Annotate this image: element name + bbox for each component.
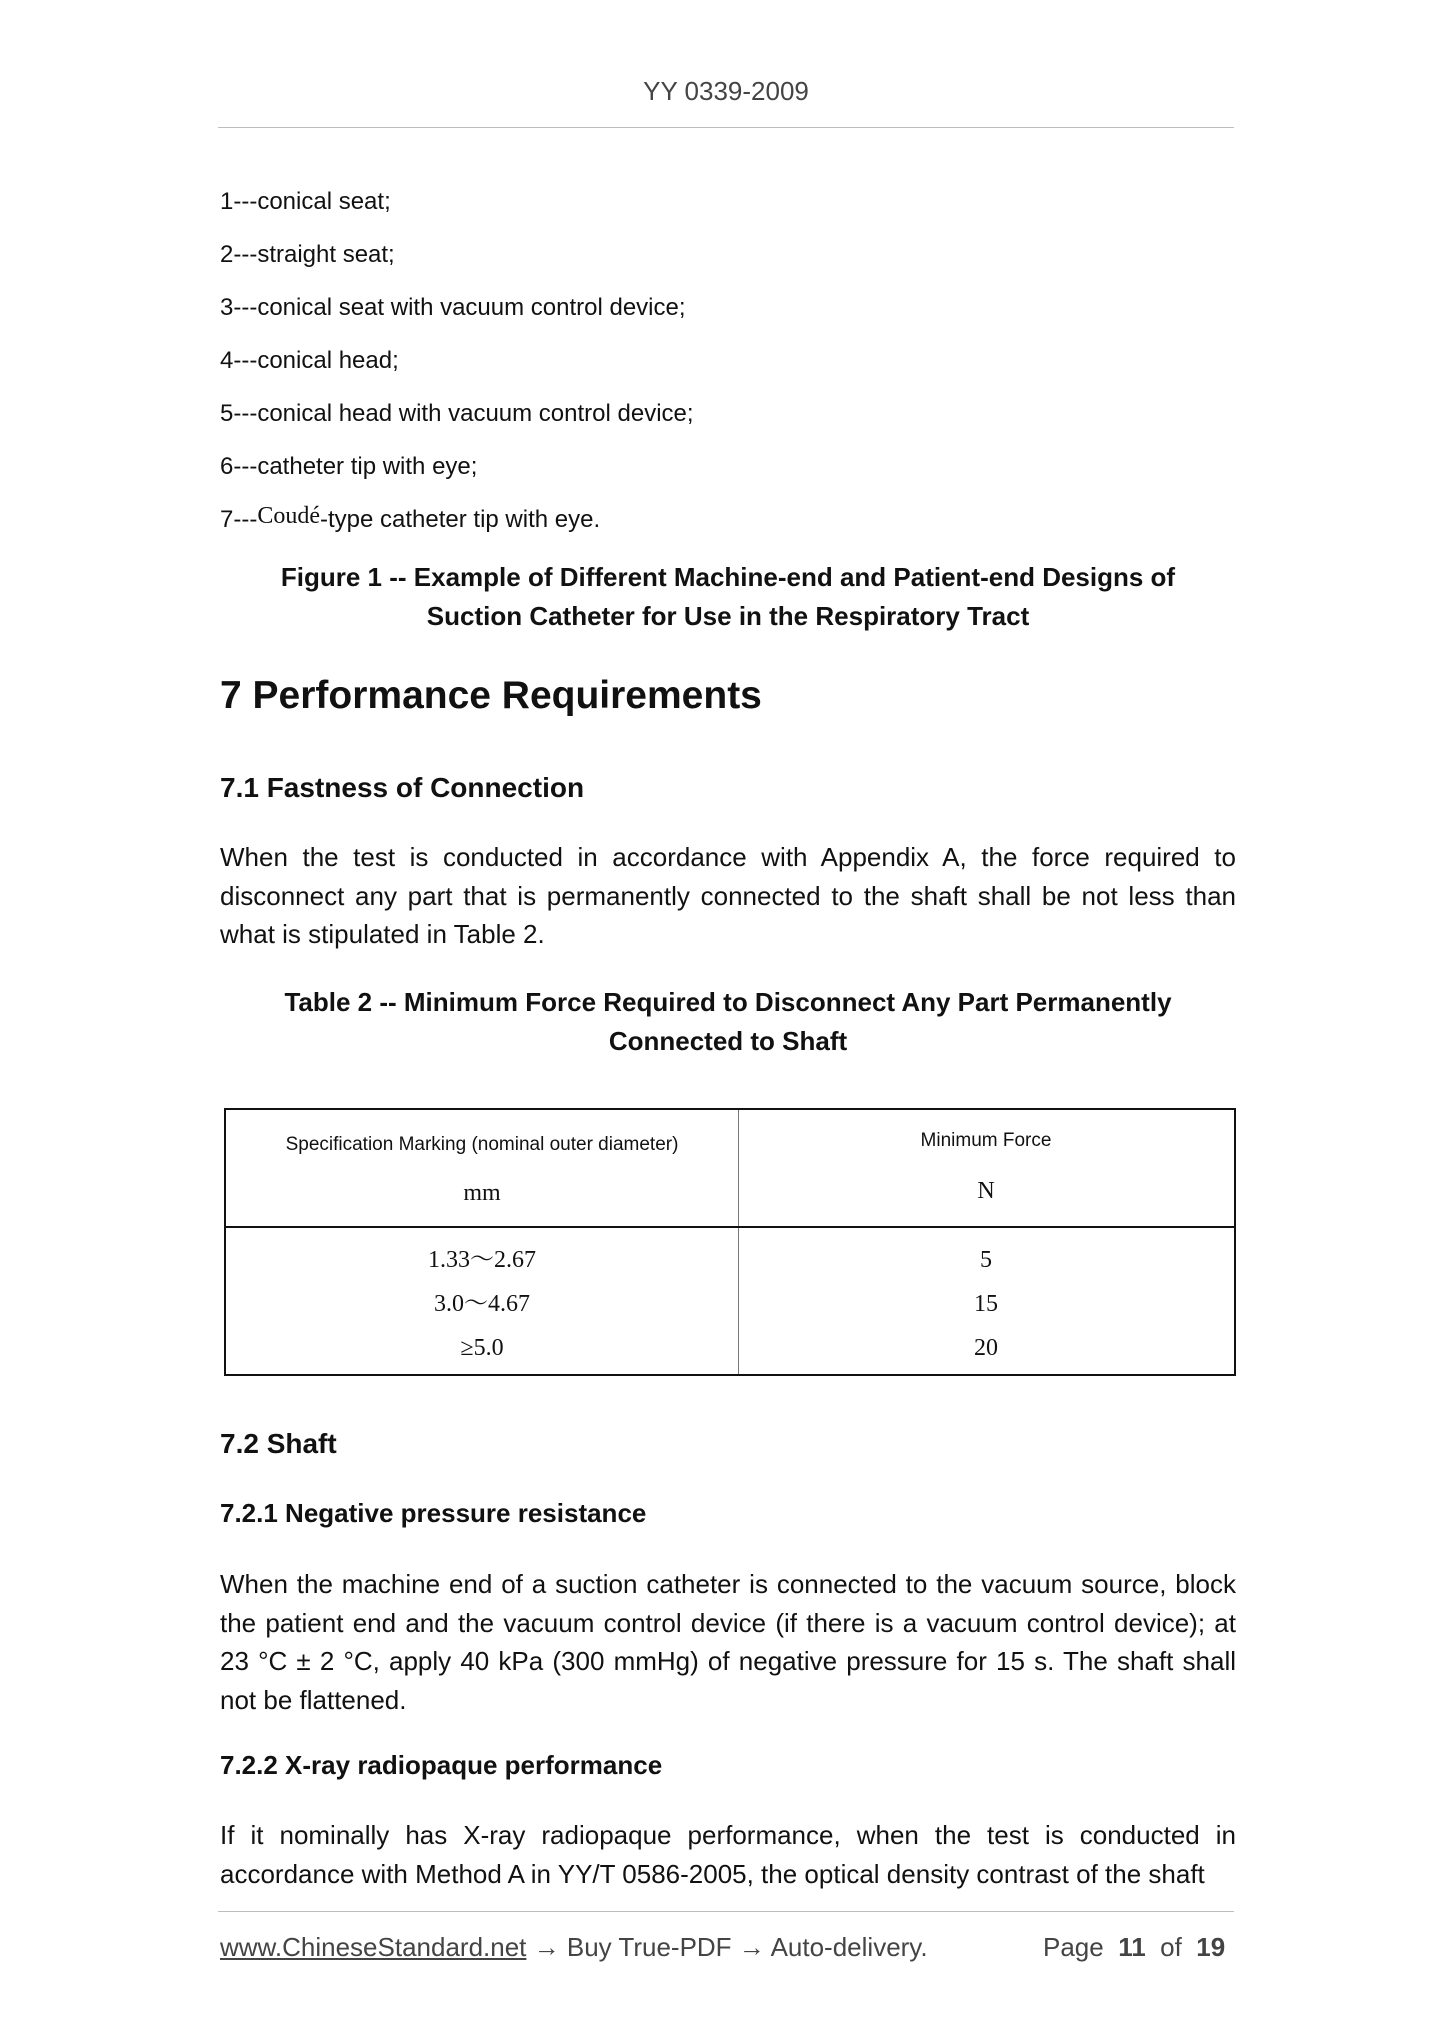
section-7-2-1-paragraph: When the machine end of a suction catheter is connected to the vacuum source, block the patient end and the vacuum control device (if there is a vacuum control device); at 23 °C ± 2 °C, apply 40 kPa (300 mmHg) of negative pressure for 15 s. The shaft shall not be flattened. xyxy=(220,1569,1236,1715)
legend-item: 5---conical head with vacuum control device; xyxy=(220,400,694,427)
table-cell-force: 5 xyxy=(980,1247,992,1273)
footer-divider xyxy=(218,1911,1234,1912)
table-2-caption-line2: Connected to Shaft xyxy=(608,1026,848,1056)
figure-caption xyxy=(220,558,1236,636)
page-header-title: YY 0339-2009 xyxy=(643,76,809,106)
page-of-label: of xyxy=(1160,1932,1182,1962)
table-header-spec-unit: mm xyxy=(463,1180,501,1206)
table-header-force: Minimum Force xyxy=(920,1130,1052,1151)
section-7-1-paragraph: When the test is conducted in accordance with Appendix A, the force required to disconnect any part that is permanently connected to the shaft shall be not less than what is stipulated in Table 2. xyxy=(220,842,1236,949)
section-7-1-heading: 7.1 Fastness of Connection xyxy=(220,772,585,803)
table-cell-force: 15 xyxy=(974,1291,998,1317)
section-7-2-2-paragraph: If it nominally has X-ray radiopaque performance, when the test is conducted in accordance with Method A in YY/T 0586-2005, the optical density contrast of the shaft xyxy=(220,1820,1236,1889)
legend-item: 3---conical seat with vacuum control device; xyxy=(220,294,686,321)
section-7-2-1-heading: 7.2.1 Negative pressure resistance xyxy=(220,1498,647,1528)
table-2-caption-line1: Table 2 -- Minimum Force Required to Disconnect Any Part Permanently xyxy=(284,987,1172,1017)
section-7-2-2-heading: 7.2.2 X-ray radiopaque performance xyxy=(220,1750,663,1780)
table-row xyxy=(226,1238,738,1370)
page-label: Page xyxy=(1043,1932,1104,1962)
legend-item: 1---conical seat; xyxy=(220,188,391,215)
figure-caption-line1: Figure 1 -- Example of Different Machine-end and Patient-end Designs of xyxy=(280,562,1176,592)
table-cell-spec: ≥5.0 xyxy=(460,1335,504,1361)
figure-caption-line2: Suction Catheter for Use in the Respiratory Tract xyxy=(426,601,1030,631)
table-cell-force: 20 xyxy=(974,1335,998,1361)
header-divider xyxy=(218,127,1234,128)
page-total: 19 xyxy=(1196,1932,1226,1962)
table-header-row xyxy=(226,1110,1234,1228)
legend-item-coude-word: Coudé xyxy=(257,503,320,529)
table-cell-spec: 1.33～2.67 xyxy=(428,1247,536,1273)
footer-website-link[interactable]: www.ChineseStandard.net xyxy=(220,1932,527,1962)
table-2 xyxy=(224,1108,1236,1376)
legend-item: 2---straight seat; xyxy=(220,241,395,268)
legend-item: 4---conical head; xyxy=(220,347,399,374)
page-current: 11 xyxy=(1118,1932,1146,1962)
footer-tagline: → Buy True-PDF → Auto-delivery. xyxy=(526,1932,928,1962)
legend-item-prefix: 7--- xyxy=(220,506,258,533)
section-7-heading: 7 Performance Requirements xyxy=(220,674,762,717)
table-2-caption xyxy=(220,983,1236,1061)
legend-item: 6---catheter tip with eye; xyxy=(220,453,478,480)
page-number xyxy=(1043,1932,1225,1963)
figure-legend xyxy=(220,175,1240,546)
legend-item xyxy=(220,493,1240,546)
table-row xyxy=(738,1238,1234,1370)
section-7-2-heading: 7.2 Shaft xyxy=(220,1428,337,1459)
footer-promo xyxy=(220,1932,928,1963)
table-header-spec: Specification Marking (nominal outer diameter) xyxy=(285,1134,679,1155)
table-cell-spec: 3.0～4.67 xyxy=(434,1291,530,1317)
table-header-force-unit: N xyxy=(977,1178,995,1204)
legend-item-suffix: -type catheter tip with eye. xyxy=(320,506,601,533)
